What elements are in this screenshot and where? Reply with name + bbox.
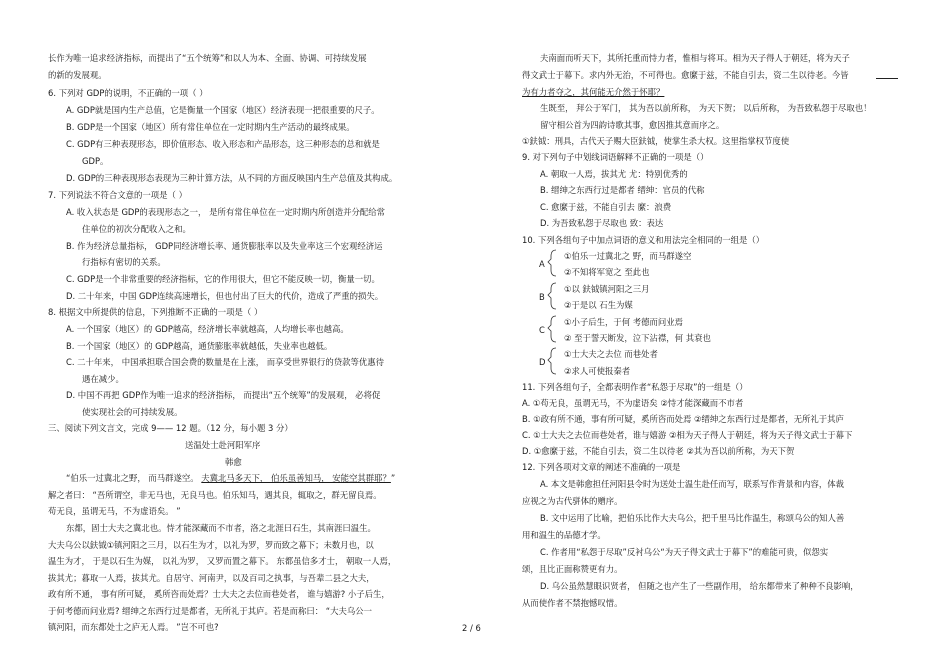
line-text: C. 二十年来， 中国承担联合国会费的数量是在上涨， 而享受世界银行的贷款等优惠待 — [66, 357, 384, 367]
line-text: 留守相公首为四韵诗歌其事，愈因推其意而序之。 — [540, 120, 725, 130]
line-text: A. 朝取一人焉，拔其尤 尤：特别优秀的 — [540, 169, 688, 179]
line-text: 颂，且比正面称赞更有力。 — [522, 564, 623, 574]
line-text: 用和温生的品德才学。 — [522, 530, 606, 540]
line-text: B. 文中运用了比喻，把伯乐比作大夫乌公，把千里马比作温生，称颂乌公的知人善 — [540, 513, 845, 523]
line-text: 解之者曰： “吾所谓空，非无马也，无良马也。伯乐知马，遇其良，辄取之，群无留良焉。 — [48, 490, 382, 500]
line-text: 苟无良，虽谓无马，不为虚语矣。 ” — [48, 506, 181, 516]
line-text: 拔其尤；暮取一人焉，拔其尤。自居守、河南尹，以及百司之执事，与吾辈二县之大夫， — [48, 573, 375, 583]
line-text: 10. 下列各组句子中加点词语的意义和用法完全相同的一组是（） — [522, 235, 765, 245]
line-text: 11. 下列各组句子，全都表明作者“私怨于尽取”的一组是（） — [522, 382, 748, 392]
line-text: 行指标有密切的关系。 — [82, 257, 166, 267]
line-text: ①伯乐一过冀北之 野，而马群遂空 — [564, 251, 692, 261]
line-text: C. 作者用“私怨于尽取”反衬乌公“为天子得文武士于幕下”的难能可贵，似怨实 — [540, 547, 829, 557]
line-text: ②于是以 石生为媒 — [564, 300, 633, 310]
bracket-b — [548, 283, 556, 309]
line-text: ①鈇钺：刑具，古代天子赐大臣鈇钺，使掌生杀大权。这里指掌权节度使 — [522, 136, 790, 146]
line-text: 得文武士于幕下。求内外无治，不可得也。愈縻于兹，不能自引去，资二生以待老。今皆 — [522, 70, 849, 80]
line-text: B. 缙绅之东西行过是都者 缙绅：官员的代称 — [540, 185, 705, 195]
line-text: 韩愈 — [225, 457, 242, 467]
line-text: D. 中国不再把 GDP作为唯一追求的经济指标， 而提出“五个统筹”的发展观， 必将促 — [66, 390, 381, 400]
line-text: 使实现社会的可持续发展。 — [82, 407, 183, 417]
line-text: 于何考德而问业焉? 缙绅之东西行过是都者，无所礼于其庐。若是而称曰： “大夫乌公一 — [48, 606, 372, 616]
line-text: A. GDP就是国内生产总值，它是衡量一个国家（地区）经济表现一把很重要的尺子。 — [66, 105, 380, 115]
line-text: D. 二十年来，中国 GDP连续高速增长，但也付出了巨大的代价，造成了严重的损失。 — [66, 291, 384, 301]
line-text-end: ” — [390, 473, 396, 483]
bracket-a — [548, 250, 556, 276]
line-text: 8. 根据文中所提供的信息，下列推断不正确的一项是（ ） — [48, 307, 263, 317]
line-text: B. 作为经济总量指标， GDP同经济增长率、通货膨胀率以及失业率这三个宏观经济运 — [66, 241, 383, 251]
line-text: A. 本文是韩愈担任河阳县令时为送处士温生赴任而写，联系写作背景和内容，体裁 — [540, 479, 845, 489]
line-text: B. ①政有所不通，事有所可疑，奚所咨而处焉 ②缙绅之东西行过是都者，无所礼于其庐 — [522, 414, 844, 424]
line-text: 镇河阳，而东都处士之庐无人焉。 ”岂不可也? — [48, 622, 219, 632]
line-text: ①士大夫之去位 而巷处者 — [564, 349, 658, 359]
line-text: ①小子后生，于何 考德而问业焉 — [564, 317, 684, 327]
line-text: D. ①愈縻于兹，不能自引去，资二生以待老 ②其为吾以前所称，为天下贺 — [522, 446, 795, 456]
page-number: 2 / 6 — [462, 623, 481, 633]
line-text: 从而使作者不禁抱憾叹惜。 — [522, 598, 623, 608]
line-text: GDP。 — [82, 156, 109, 166]
line-text: 的新的发展观。 — [48, 70, 107, 80]
line-text: C. GDP是一个非常重要的经济指标，它的作用很大，但它不能反映一切，衡量一切。 — [66, 274, 380, 284]
bracket-d — [548, 348, 556, 374]
line-text: C. ①士大夫之去位而巷处者，谁与嬉游 ②相为天子得人于朝廷，将为天子得文武士于幕下 — [522, 430, 853, 440]
line-text: 政有所不通， 事有所可疑， 奚所咨而处焉？士大夫之去位而巷处者， 谁与嬉游? 小子后生， — [48, 589, 390, 599]
underlined-text: 为有力者夺之，其何能无介然于怀耶？ — [522, 87, 665, 97]
underlined-text: 夫冀北马多天下， 伯乐虽善知马， 安能空其群耶？ — [201, 473, 391, 483]
line-text: “伯乐一过冀北之野， 而马群遂空。 — [66, 473, 202, 483]
line-text: 住单位的初次分配收入之和。 — [82, 224, 191, 234]
line-text: 东都，固士大夫之冀北也。恃才能深藏而不市者，洛之北涯曰石生，其南涯曰温生。 — [66, 523, 376, 533]
line-text: B. GDP是一个国家（地区）所有常住单位在一定时期内生产活动的最终成果。 — [66, 122, 355, 132]
line-text: D. 乌公虽然慧眼识贤者， 但随之也产生了一些副作用， 给东都带来了种种不良影响， — [540, 581, 859, 591]
line-text: A. ①苟无良，虽谓无马，不为虚语矣 ②恃才能深藏而不市者 — [522, 398, 744, 408]
line-text: 9. 对下列句子中划线词语解释不正确的一项是（） — [522, 152, 709, 162]
line-text: 三、阅读下列文言文，完成 9—— 12 题。（12 分，每小题 3 分） — [48, 423, 293, 433]
line-text: 长作为唯一追求经济指标，而提出了“五个统筹”和以人为本、全面、协调、可持续发展 — [48, 53, 367, 63]
line-text: C. 愈縻于兹，不能自引去 縻：浪费 — [540, 202, 672, 212]
line-text: ② 至于誓天断发，泣下沾襟，何 其衰也 — [564, 333, 711, 343]
line-text: D. GDP的三种表现形态表现为三种计算方法，从不同的方面反映国内生产总值及其构成。 — [66, 173, 398, 183]
line-text: 遇在减少。 — [82, 374, 124, 384]
line-text: D — [539, 357, 546, 367]
line-text: A. 一个国家（地区）的 GDP越高，经济增长率就越高，人均增长率也越高。 — [66, 324, 349, 334]
line-text: 夫南面而听天下，其所托重而恃力者，惟相与将耳。相为天子得人于朝廷，将为天子 — [540, 53, 850, 63]
line-text: B. 一个国家（地区）的 GDP越高，通货膨胀率就越低，失业率也越低。 — [66, 341, 333, 351]
line-text: 应视之为古代骈体的赠序。 — [522, 496, 623, 506]
line-text: A. 收入状态是 GDP的表现形态之一， 是所有常住单位在一定时期内所创造并分配给常 — [66, 207, 385, 217]
line-text: A — [539, 259, 545, 269]
line-text: 12. 下列各项对文章的阐述不准确的一项是 — [522, 462, 681, 472]
line-text: 温生为才， 于是以石生为媒， 以礼为罗， 又罗而置之幕下。 东都虽信多才士， 朝取一人焉， — [48, 556, 397, 566]
line-text: 6. 下列对 GDP的说明，不正确的一项（ ） — [48, 88, 208, 98]
line-text: ①以 鈇钺镇河阳之三月 — [564, 284, 650, 294]
line-text: 送温处士赴河阳军序 — [185, 440, 261, 450]
line-text: 大夫乌公以鈇钺①镇河阳之三月，以石生为才，以礼为罗，罗而致之幕下；未数月也，以 — [48, 540, 374, 550]
line-text: ②求人可使报秦者 — [564, 366, 631, 376]
line-text: 7. 下列说法不符合文意的一项是（ ） — [48, 190, 187, 200]
line-text: B — [539, 292, 545, 302]
line-text: 生既至， 拜公于军门， 其为吾以前所称， 为天下贺； 以后所称， 为吾致私怨于尽取也！ — [540, 103, 872, 113]
line-text: C. GDP有三种表现形态，即价值形态、收入形态和产品形态，这三种形态的总和就是 — [66, 139, 380, 149]
line-text: C — [539, 325, 545, 335]
line-text: D. 为吾致私怨于尽取也 致：表达 — [540, 218, 664, 228]
line-text: ②不知将军宽之 至此也 — [564, 267, 650, 277]
bracket-c — [548, 316, 556, 342]
